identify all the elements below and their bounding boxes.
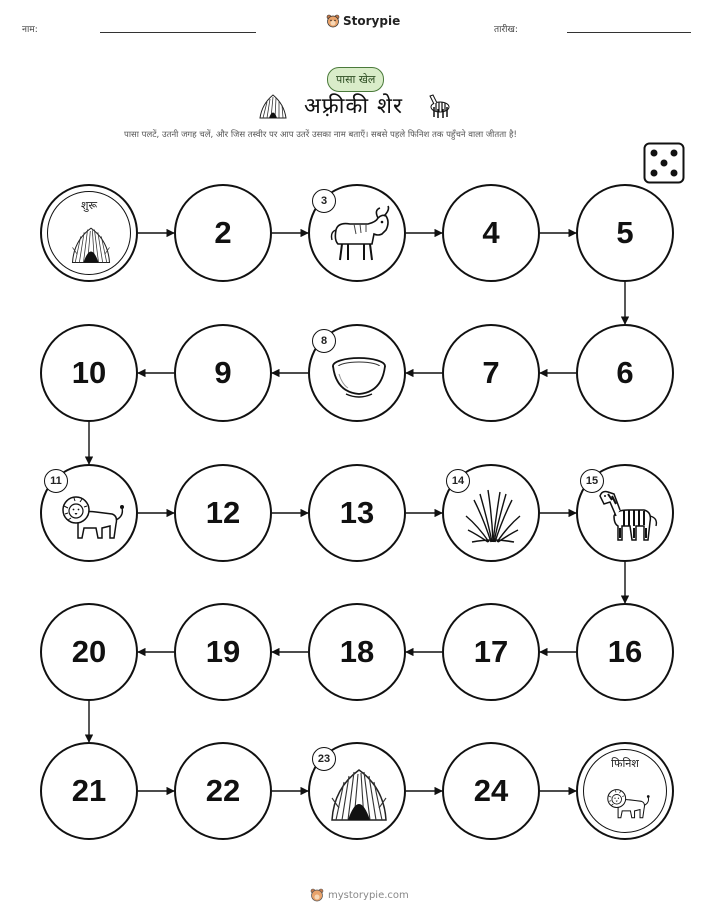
footer-url[interactable]: mystorypie.com xyxy=(328,889,409,901)
board-cell-20[interactable] xyxy=(40,603,138,701)
bowl-icon xyxy=(324,340,394,410)
board-cell-23[interactable] xyxy=(308,742,406,840)
cell-number-badge: 15 xyxy=(580,469,604,493)
cell-number-badge: 11 xyxy=(44,469,68,493)
instructions-text: पासा पलटें, उतनी जगह चलें, और जिस तस्वीर पर आप उतरें उसका नाम बताएँ। सबसे पहले फिनिश तक पहुँचने वाला जीतता है! xyxy=(124,130,517,140)
brand-name: Storypie xyxy=(343,14,401,28)
board-cell-4[interactable] xyxy=(442,184,540,282)
cell-number: 4 xyxy=(482,215,500,250)
board-cell-8[interactable] xyxy=(308,324,406,422)
board-cell-14[interactable] xyxy=(442,464,540,562)
board-cell-24[interactable] xyxy=(442,742,540,840)
cell-number: 20 xyxy=(71,634,107,669)
cell-number: 18 xyxy=(339,634,375,669)
board-cell-21[interactable] xyxy=(40,742,138,840)
page-title: अफ़्रीकी शेर xyxy=(304,94,404,119)
cell-number-badge: 3 xyxy=(312,189,336,213)
footer xyxy=(310,888,409,902)
board-cell-2[interactable] xyxy=(174,184,272,282)
cell-number: 21 xyxy=(71,773,107,808)
board-cell-7[interactable] xyxy=(442,324,540,422)
grass-tuft-icon xyxy=(458,480,528,550)
cell-number: 12 xyxy=(205,495,241,530)
board-cell-16[interactable] xyxy=(576,603,674,701)
board-cell-13[interactable] xyxy=(308,464,406,562)
board-cell-19[interactable] xyxy=(174,603,272,701)
cell-number: 7 xyxy=(482,355,500,390)
cell-number: 22 xyxy=(205,773,241,808)
cell-number: 17 xyxy=(473,634,509,669)
board-cell-10[interactable] xyxy=(40,324,138,422)
board-cell-11[interactable] xyxy=(40,464,138,562)
lion-icon xyxy=(603,778,651,826)
start-cell[interactable] xyxy=(40,184,138,282)
board-cell-15[interactable] xyxy=(576,464,674,562)
game-type-tag: पासा खेल xyxy=(327,67,384,92)
cell-number: 13 xyxy=(339,495,375,530)
name-label: नाम: xyxy=(22,25,38,35)
cell-number: 16 xyxy=(607,634,643,669)
board-cell-6[interactable] xyxy=(576,324,674,422)
grass-hut-icon xyxy=(324,758,394,828)
board-cell-9[interactable] xyxy=(174,324,272,422)
finish-label: फिनिश xyxy=(611,757,639,770)
board-cell-17[interactable] xyxy=(442,603,540,701)
cell-number: 24 xyxy=(473,773,509,808)
cell-number: 5 xyxy=(616,215,634,250)
cell-number: 19 xyxy=(205,634,241,669)
zebra-icon xyxy=(592,480,662,550)
wildebeest-icon xyxy=(324,200,394,270)
lion-icon xyxy=(56,480,126,550)
cell-number-badge: 8 xyxy=(312,329,336,353)
cell-number-badge: 14 xyxy=(446,469,470,493)
board-cell-12[interactable] xyxy=(174,464,272,562)
board-cell-3[interactable] xyxy=(308,184,406,282)
cell-number: 10 xyxy=(71,355,107,390)
board-cell-5[interactable] xyxy=(576,184,674,282)
date-label: तारीख: xyxy=(494,25,518,35)
cell-number: 6 xyxy=(616,355,634,390)
finish-cell[interactable] xyxy=(576,742,674,840)
bear-icon xyxy=(310,888,324,902)
start-label: शुरू xyxy=(80,199,98,212)
cell-number: 9 xyxy=(214,355,232,390)
cell-number: 2 xyxy=(214,215,232,250)
cell-number-badge: 23 xyxy=(312,747,336,771)
grass-hut-icon xyxy=(67,220,115,268)
board-cell-18[interactable] xyxy=(308,603,406,701)
board-cell-22[interactable] xyxy=(174,742,272,840)
